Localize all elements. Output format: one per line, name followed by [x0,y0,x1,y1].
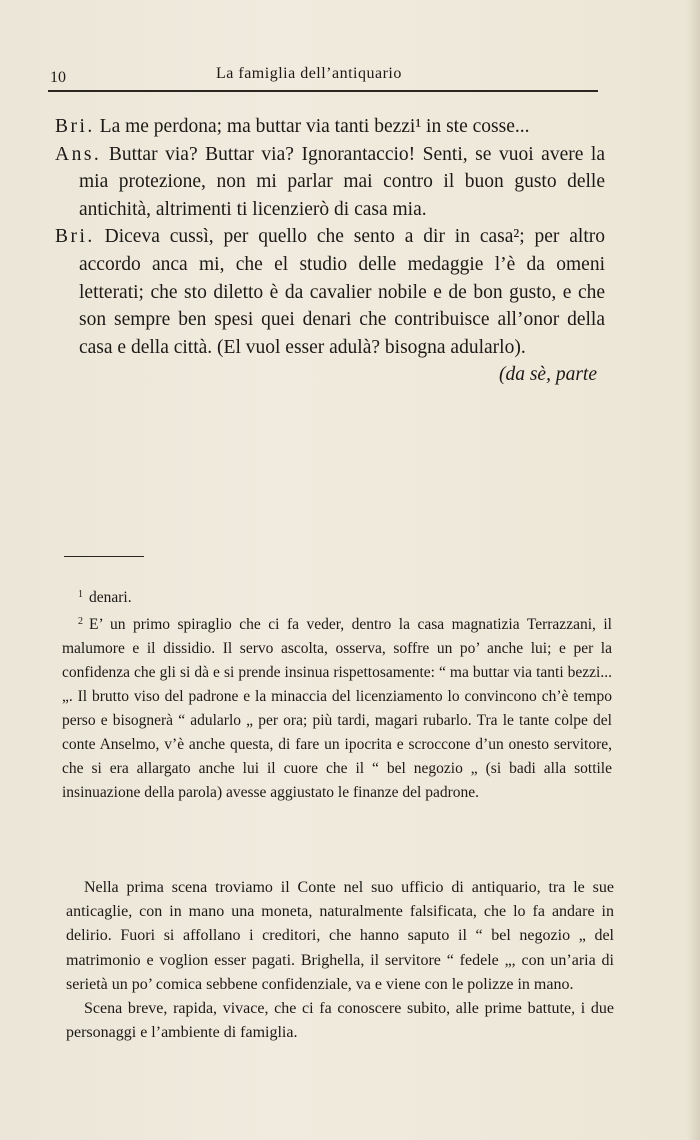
footnote-mark: 2 [78,616,83,627]
footnote-text: E’ un primo spiraglio che ci fa veder, dentro la casa magnatizia Terrazzani, il malumore e il dissidio. Il servo ascolta, osserva, soffre un po’ anche lui; e per la confidenza che gli si dà e si prende insinua rispettosamente: “ ma buttar via tanti bezzi... „. Il brutto viso del padrone e la minaccia del licenziamento lo convincono ch’è tempo perso e bisognerà “ adularlo „ per ora; più tardi, magari rubarlo. Tra le tante colpe del conte Anselmo, v’è anche questa, di fare un ipocrita e scroccone d’un onesto servitore, che si era allargato anche lui il cuore che il “ bel negozio „ (si badi alla sottile insinuazione della parola) avesse aggiustato le finanze del padrone. [62,616,612,801]
speech-anselmo [55,141,605,224]
speaker-name: Bri. [55,116,95,137]
speech-text: La me perdona; ma buttar via tanti bezzi¹ in ste cosse... [99,116,530,137]
commentary-paragraph-2: Scena breve, rapida, vivace, che ci fa conoscere subito, alle prime battute, i due personaggi e l’ambiente di famiglia. [66,1000,614,1042]
footnote-rule [64,556,144,557]
speech-brighella-2 [55,223,605,361]
speech-text: Buttar via? Buttar via? Ignorantaccio! Senti, se vuoi avere la mia protezione, non mi parlar mai contro il buon gusto delle antichità, altrimenti ti licenzierò di casa mia. [79,143,605,220]
running-title: La famiglia dell’antiquario [216,65,402,82]
commentary-paragraph-1: Nella prima scena troviamo il Conte nel suo ufficio di antiquario, tra le sue anticaglie, con in mano una moneta, naturalmente falsificata, che lo fa andare in delirio. Fuori si affollano i creditori, che hanno saputo il “ bel negozio „ del matrimonio e voglion esser pagati. Brighella, il servitore “ fedele „, con un’aria di serietà un po’ comica sebbene confidenziale, va e viene con le polizze in mano. [66,879,614,993]
footnote-mark: 1 [78,589,83,600]
commentary [66,876,614,1045]
footnote-2 [62,610,612,805]
speech-text: Diceva cussì, per quello che sento a dir in casa²; per altro accordo anca mi, che el studio delle medaggie l’è da omeni letterati; che sto diletto è da cavalier nobile e de bon gusto, e che son sempre ben spesi quei denari che contribuisce all’onor della casa e della città. (El vuol esser adulà? bisogna adularlo). [79,226,605,358]
stage-direction: (da sè, parte [498,364,597,386]
play-text [55,113,605,388]
footnote-1 [62,583,612,610]
footnote-text: denari. [89,589,132,606]
footnotes [62,583,612,805]
speaker-name: Bri. [55,226,95,248]
speech-brighella-1 [55,113,605,141]
speaker-name: Ans. [55,143,102,165]
page-number: 10 [50,69,66,86]
header-rule [48,90,598,92]
